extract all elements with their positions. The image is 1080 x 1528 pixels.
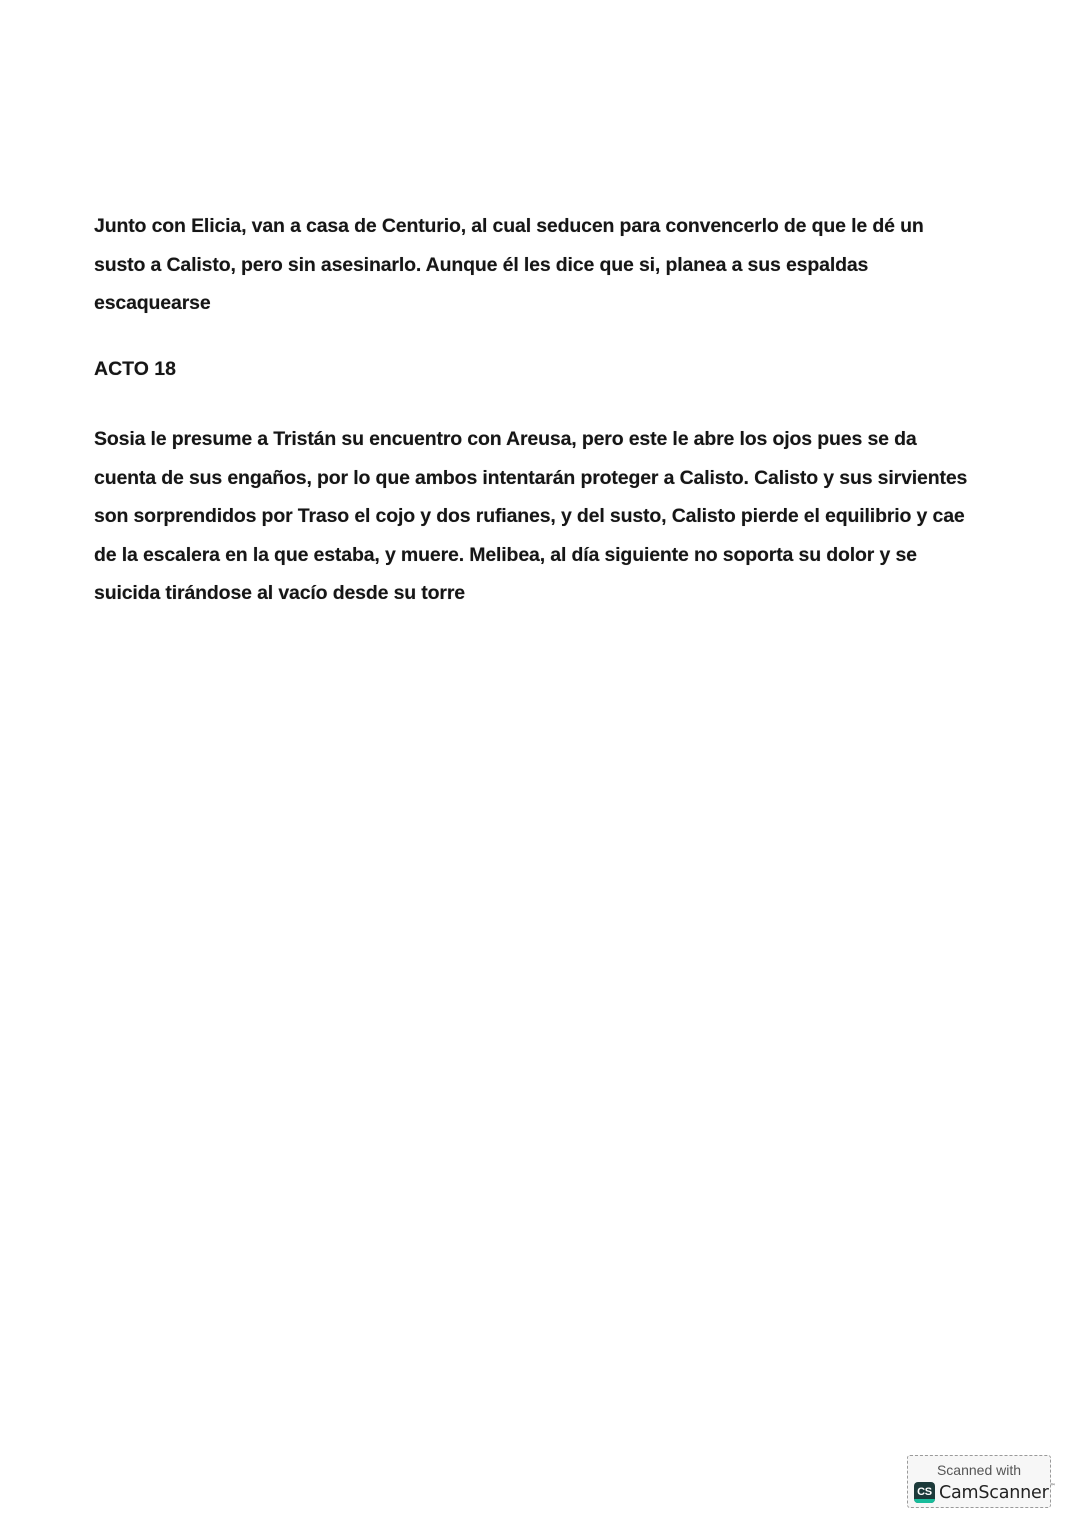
paragraph-centurio	[94, 207, 924, 323]
paragraph-acto-18	[94, 420, 967, 613]
text-line: escaquearse	[94, 292, 211, 314]
camscanner-brand	[914, 1482, 1055, 1503]
text-line: de la escalera en la que estaba, y muere. Melibea, al día siguiente no soporta su dolor y se	[94, 543, 917, 566]
camscanner-logo-icon	[914, 1482, 935, 1503]
text-line: susto a Calisto, pero sin asesinarlo. Aunque él les dice que si, planea a sus espaldas	[94, 253, 869, 276]
camscanner-brand-name	[939, 1483, 1055, 1503]
text-line: Sosia le presume a Tristán su encuentro con Areusa, pero este le abre los ojos pues se da	[94, 428, 917, 450]
text-line: suicida tirándose al vacío desde su torre	[94, 582, 465, 604]
trademark-symbol: ™	[1049, 1482, 1056, 1490]
section-heading-acto-18: ACTO 18	[94, 358, 176, 380]
camscanner-watermark	[907, 1455, 1056, 1508]
camscanner-logo-text: CS	[917, 1485, 932, 1498]
text-line: son sorprendidos por Traso el cojo y dos rufianes, y del susto, Calisto pierde el equilibrio y cae	[94, 505, 965, 527]
text-line: cuenta de sus engaños, por lo que ambos intentarán proteger a Calisto. Calisto y sus sirvientes	[94, 466, 968, 489]
brand-text: CamScanner	[939, 1482, 1049, 1503]
scanned-with-label: Scanned with	[936, 1462, 1022, 1478]
text-line: Junto con Elicia, van a casa de Centurio, al cual seducen para convencerlo de que le dé un	[94, 215, 924, 237]
